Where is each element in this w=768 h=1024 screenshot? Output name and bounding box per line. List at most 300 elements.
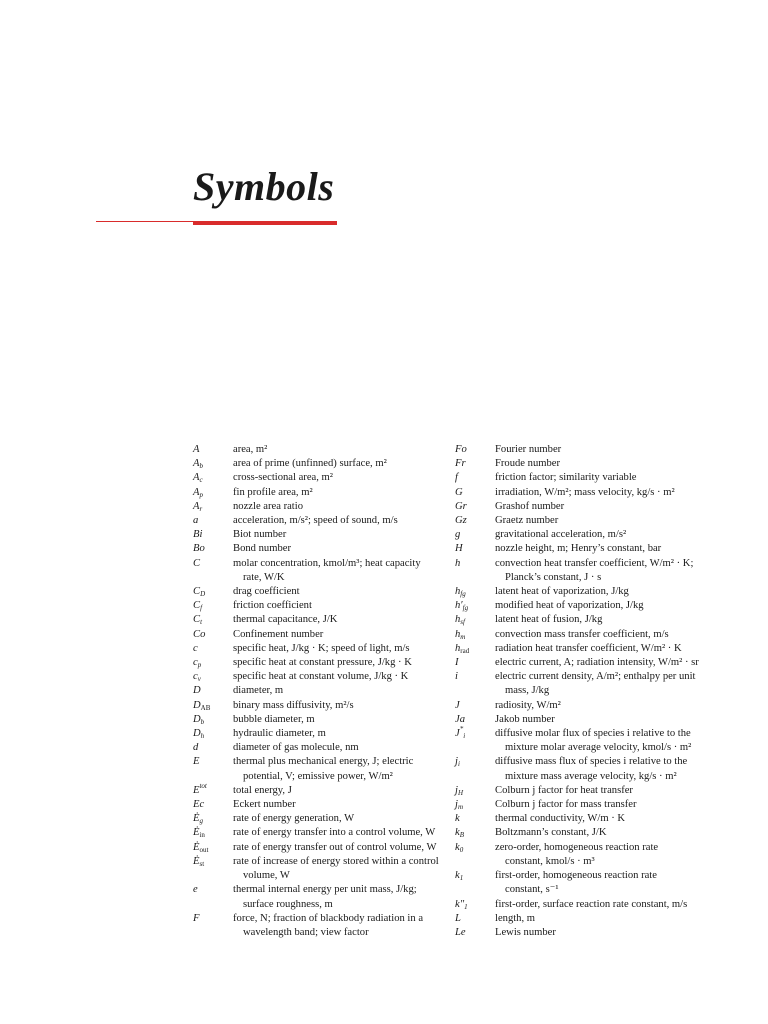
symbol	[455, 514, 495, 528]
symbol-base: f	[455, 472, 458, 484]
description-line: friction coefficient	[233, 600, 312, 612]
symbol-description	[495, 784, 715, 798]
symbol-entry	[193, 613, 453, 627]
symbol-entry	[455, 457, 715, 471]
description-line: diffusive molar flux of species i relative to the	[495, 728, 691, 740]
symbol-base: Ė	[193, 855, 200, 867]
symbol	[455, 642, 495, 656]
symbol-description	[233, 812, 453, 826]
description-line: total energy, J	[233, 784, 292, 796]
symbol	[455, 585, 495, 599]
symbol-entry	[193, 727, 453, 741]
symbol-subscript: 1	[459, 874, 464, 883]
symbol-description	[233, 699, 453, 713]
symbol-base: E	[193, 756, 200, 768]
symbol-entry	[455, 869, 715, 897]
symbol-description	[495, 926, 715, 940]
symbol	[193, 670, 233, 684]
symbol	[455, 926, 495, 940]
symbol-description	[495, 869, 715, 897]
symbol-description	[233, 557, 453, 585]
symbol-base: A	[193, 500, 200, 512]
description-line: thermal conductivity, W/m · K	[495, 813, 626, 825]
symbol-entry	[455, 656, 715, 670]
description-line: radiation heat transfer coefficient, W/m² · K	[495, 642, 682, 654]
symbol-base: E	[193, 784, 200, 796]
symbol-entry	[455, 784, 715, 798]
description-line: specific heat at constant pressure, J/kg · K	[233, 657, 412, 669]
symbol-entry	[455, 585, 715, 599]
description-line: cross-sectional area, m²	[233, 472, 333, 484]
symbol-subscript: g	[199, 817, 203, 826]
symbols-column-right	[455, 443, 715, 940]
symbol-subscript: h	[200, 732, 205, 741]
description-line: electric current density, A/m²; enthalpy per unit	[495, 671, 696, 683]
symbol-description	[233, 855, 453, 883]
description-line: binary mass diffusivity, m²/s	[233, 699, 354, 711]
description-continuation: mixture mass average velocity, kg/s · m²	[505, 770, 677, 782]
symbol-entry	[455, 642, 715, 656]
description-line: Colburn j factor for heat transfer	[495, 784, 633, 796]
symbol	[193, 528, 233, 542]
symbol-description	[495, 812, 715, 826]
symbol-base: A	[193, 486, 200, 498]
symbol-entry	[455, 826, 715, 840]
symbol-entry	[455, 528, 715, 542]
symbol	[193, 912, 233, 940]
symbol-subscript: 1	[464, 902, 468, 911]
symbol-base: A	[193, 458, 200, 470]
symbol	[193, 486, 233, 500]
symbol-base: Ė	[193, 827, 200, 839]
symbol-entry	[193, 471, 453, 485]
symbol-description	[495, 628, 715, 642]
symbol	[193, 628, 233, 642]
symbol-entry	[193, 500, 453, 514]
symbol-description	[233, 457, 453, 471]
symbol-entry	[455, 471, 715, 485]
symbol	[455, 670, 495, 698]
symbol	[455, 500, 495, 514]
symbol-description	[495, 528, 715, 542]
symbol-base: c	[193, 671, 198, 683]
symbol	[455, 656, 495, 670]
symbol-description	[233, 713, 453, 727]
symbol-subscript: H	[457, 788, 464, 797]
description-line: convection heat transfer coefficient, W/m² · K;	[495, 557, 694, 569]
symbol-base: Fo	[455, 444, 467, 455]
symbol-entry	[193, 699, 453, 713]
symbol-entry	[455, 670, 715, 698]
symbol-base: Co	[193, 628, 206, 640]
symbol-base: Ė	[193, 841, 200, 853]
symbol-base: D	[193, 685, 201, 697]
symbol-superscript: tot	[199, 781, 207, 790]
symbol	[193, 642, 233, 656]
symbol-subscript: in	[199, 831, 205, 840]
symbol-description	[495, 755, 715, 783]
description-continuation: potential, V; emissive power, W/m²	[243, 770, 393, 782]
symbol-base: Bo	[193, 543, 205, 555]
symbol-base: Gz	[455, 515, 467, 527]
symbol-description	[495, 713, 715, 727]
description-continuation: Planck’s constant, J · s	[505, 571, 602, 583]
symbol	[455, 628, 495, 642]
symbol-subscript: p	[197, 661, 202, 670]
symbol-base: c	[193, 657, 198, 669]
symbol-base: D	[193, 728, 201, 740]
symbol-base: h	[455, 586, 461, 598]
symbol-description	[233, 599, 453, 613]
symbol-description	[233, 755, 453, 783]
description-line: area, m²	[233, 444, 268, 455]
description-line: convection mass transfer coefficient, m/s	[495, 628, 669, 640]
symbol-subscript: 0	[459, 845, 464, 854]
symbol-description	[495, 898, 715, 912]
symbol-subscript: B	[459, 831, 464, 840]
symbol-entry	[455, 841, 715, 869]
description-line: bubble diameter, m	[233, 713, 315, 725]
symbol-description	[233, 628, 453, 642]
symbol-base: Ė	[193, 813, 200, 825]
description-line: specific heat at constant volume, J/kg · K	[233, 671, 409, 683]
symbol-subscript: out	[199, 845, 209, 854]
symbol-subscript: r	[199, 504, 203, 513]
symbol-base: Gr	[455, 500, 467, 512]
symbol-entry	[455, 628, 715, 642]
symbol-entry	[455, 755, 715, 783]
description-line: force, N; fraction of blackbody radiation in a	[233, 912, 424, 924]
description-line: drag coefficient	[233, 586, 300, 598]
symbol-base: Ja	[455, 713, 465, 725]
symbol	[455, 457, 495, 471]
symbol-description	[495, 670, 715, 698]
symbol-base: a	[193, 515, 199, 527]
description-line: area of prime (unfinned) surface, m²	[233, 458, 387, 470]
symbol-entry	[193, 642, 453, 656]
symbol-base: h	[455, 642, 461, 654]
symbol	[455, 699, 495, 713]
symbol-entry	[455, 912, 715, 926]
description-line: rate of increase of energy stored within a control	[233, 855, 439, 867]
description-line: first-order, surface reaction rate constant, m/s	[495, 898, 688, 910]
symbol	[455, 869, 495, 897]
symbol-description	[233, 727, 453, 741]
symbol-entry	[193, 628, 453, 642]
description-line: rate of energy transfer out of control volume, W	[233, 841, 437, 853]
symbol-entry	[455, 443, 715, 457]
symbol	[193, 457, 233, 471]
symbol-description	[233, 656, 453, 670]
symbol-description	[233, 826, 453, 840]
symbol-entry	[193, 798, 453, 812]
symbol	[193, 812, 233, 826]
description-line: fin profile area, m²	[233, 486, 313, 498]
symbol	[193, 613, 233, 627]
symbol-entry	[455, 613, 715, 627]
symbol-base: J	[455, 728, 460, 740]
symbol-entry	[193, 514, 453, 528]
symbol-entry	[193, 826, 453, 840]
description-line: electric current, A; radiation intensity, W/m² · sr	[495, 657, 699, 669]
symbol-description	[495, 642, 715, 656]
description-line: Fourier number	[495, 444, 562, 455]
symbol	[455, 798, 495, 812]
symbol-description	[495, 826, 715, 840]
symbol-description	[233, 500, 453, 514]
symbol-base: i	[455, 671, 458, 683]
symbol-base: J	[455, 699, 460, 711]
symbol-subscript: sf	[460, 618, 465, 627]
symbol-base: I	[455, 657, 459, 669]
symbol	[455, 528, 495, 542]
symbol-entry	[455, 898, 715, 912]
description-line: first-order, homogeneous reaction rate	[495, 870, 657, 882]
symbol-base: c	[193, 642, 198, 654]
symbol-description	[233, 514, 453, 528]
symbol-subscript: D	[200, 590, 206, 599]
description-line: thermal plus mechanical energy, J; electric	[233, 756, 414, 768]
symbol-description	[495, 514, 715, 528]
description-line: latent heat of vaporization, J/kg	[495, 586, 629, 598]
symbol	[455, 755, 495, 783]
symbol-entry	[455, 557, 715, 585]
symbol-description	[495, 471, 715, 485]
symbol	[455, 826, 495, 840]
symbol-description	[233, 443, 453, 457]
symbol-entry	[193, 656, 453, 670]
symbol-entry	[193, 443, 453, 457]
description-line: irradiation, W/m²; mass velocity, kg/s · m²	[495, 486, 675, 498]
symbol-base: L	[455, 912, 461, 924]
symbol-description	[495, 798, 715, 812]
description-line: Eckert number	[233, 799, 296, 811]
symbol-subscript: f	[200, 604, 203, 613]
symbol	[193, 841, 233, 855]
symbol-description	[495, 542, 715, 556]
symbol-entry	[193, 912, 453, 940]
symbol-entry	[193, 528, 453, 542]
symbol	[193, 755, 233, 783]
symbol	[193, 741, 233, 755]
symbol	[455, 557, 495, 585]
description-line: specific heat, J/kg · K; speed of light, m/s	[233, 642, 410, 654]
description-line: Boltzmann’s constant, J/K	[495, 827, 607, 839]
symbol-base: A	[193, 472, 200, 484]
symbol-base: d	[193, 742, 199, 754]
symbol-subscript: st	[199, 859, 205, 868]
symbol	[193, 781, 233, 798]
symbol	[455, 613, 495, 627]
symbol-description	[233, 642, 453, 656]
symbol-description	[233, 741, 453, 755]
description-line: nozzle height, m; Henry’s constant, bar	[495, 543, 662, 555]
symbol-entry	[455, 514, 715, 528]
symbol-base: H	[455, 543, 463, 555]
symbol-entry	[455, 542, 715, 556]
symbol-base: F	[193, 912, 200, 924]
symbol	[193, 684, 233, 698]
symbol-entry	[193, 781, 453, 798]
symbol	[193, 855, 233, 883]
symbol-entry	[455, 926, 715, 940]
symbol-description	[495, 841, 715, 869]
description-line: thermal capacitance, J/K	[233, 614, 338, 626]
symbol-entry	[455, 798, 715, 812]
symbol	[193, 557, 233, 585]
symbol-description	[233, 585, 453, 599]
symbol	[193, 514, 233, 528]
symbol-subscript: AB	[200, 703, 211, 712]
description-line: Grashof number	[495, 500, 565, 512]
description-line: friction factor; similarity variable	[495, 472, 637, 484]
description-line: zero-order, homogeneous reaction rate	[495, 841, 659, 853]
symbol	[193, 826, 233, 840]
symbol-superscript: *	[459, 725, 464, 734]
symbol-entry	[193, 741, 453, 755]
symbol-base: k	[455, 827, 460, 839]
symbol-description	[495, 727, 715, 755]
symbol	[193, 699, 233, 713]
symbol-entry	[455, 699, 715, 713]
description-line: diameter of gas molecule, nm	[233, 742, 359, 754]
description-line: Colburn j factor for mass transfer	[495, 799, 637, 811]
symbol-subscript: fg	[462, 604, 469, 613]
symbol-description	[495, 613, 715, 627]
description-line: Froude number	[495, 458, 561, 470]
symbol	[193, 883, 233, 911]
symbol-entry	[193, 557, 453, 585]
symbol-entry	[193, 855, 453, 883]
symbol-description	[233, 542, 453, 556]
symbol	[193, 798, 233, 812]
symbol-subscript: c	[199, 476, 203, 485]
title-rule-accent	[193, 221, 337, 225]
symbols-column-left	[193, 443, 453, 940]
symbol-subscript: p	[199, 490, 203, 499]
symbol-subscript: b	[199, 462, 203, 471]
symbol	[193, 727, 233, 741]
symbol	[455, 727, 495, 755]
description-line: Graetz number	[495, 515, 559, 527]
symbol-description	[233, 684, 453, 698]
symbol-base: k	[455, 870, 460, 882]
description-continuation: constant, kmol/s · m³	[505, 855, 595, 867]
description-line: Lewis number	[495, 926, 556, 938]
symbol-base: C	[193, 600, 201, 612]
symbol	[455, 471, 495, 485]
symbol-subscript: i	[457, 760, 460, 769]
symbol-entry	[193, 812, 453, 826]
symbol	[455, 784, 495, 798]
symbol	[193, 471, 233, 485]
description-line: hydraulic diameter, m	[233, 728, 326, 740]
description-line: modified heat of vaporization, J/kg	[495, 600, 644, 612]
symbol-entry	[455, 599, 715, 613]
symbol-description	[495, 656, 715, 670]
symbol-base: j	[455, 756, 458, 768]
symbol-base: D	[193, 699, 201, 711]
symbol-description	[233, 471, 453, 485]
symbol-entry	[455, 713, 715, 727]
symbol-subscript: m	[460, 632, 466, 641]
description-line: nozzle area ratio	[233, 500, 303, 512]
symbol-description	[233, 528, 453, 542]
symbol-description	[233, 670, 453, 684]
description-continuation: volume, W	[243, 870, 290, 882]
symbol-base: D	[193, 713, 201, 725]
symbol-description	[495, 599, 715, 613]
symbol-description	[495, 500, 715, 514]
description-line: acceleration, m/s²; speed of sound, m/s	[233, 515, 398, 527]
symbol-subscript: fg	[460, 590, 466, 599]
description-line: length, m	[495, 912, 536, 924]
description-continuation: rate, W/K	[243, 571, 285, 583]
symbol-base: k	[455, 813, 460, 825]
symbol-description	[495, 585, 715, 599]
symbol-base: C	[193, 586, 201, 598]
symbol-base: Le	[455, 926, 466, 938]
symbol-entry	[193, 599, 453, 613]
symbol-description	[233, 613, 453, 627]
symbol-entry	[193, 670, 453, 684]
symbol-base: g	[455, 529, 461, 541]
symbol-subscript: t	[200, 618, 203, 627]
symbol-entry	[193, 713, 453, 727]
symbol	[193, 656, 233, 670]
symbol-base: Ec	[193, 799, 205, 811]
symbol-entry	[455, 812, 715, 826]
symbol-description	[495, 912, 715, 926]
symbol	[193, 500, 233, 514]
symbol-base: h′	[455, 600, 463, 612]
symbol	[193, 585, 233, 599]
symbol-entry	[193, 684, 453, 698]
symbol	[455, 841, 495, 869]
description-line: radiosity, W/m²	[495, 699, 561, 711]
symbol-base: C	[193, 614, 201, 626]
symbol-description	[495, 699, 715, 713]
symbol	[455, 812, 495, 826]
symbol-entry	[455, 500, 715, 514]
symbol	[455, 912, 495, 926]
symbol-base: k″	[455, 898, 465, 910]
symbol-entry	[193, 486, 453, 500]
symbol-subscript: i	[463, 732, 466, 741]
symbol	[193, 599, 233, 613]
symbol-base: Fr	[455, 458, 466, 470]
symbol-entry	[193, 841, 453, 855]
description-line: Biot number	[233, 529, 287, 541]
description-continuation: mixture molar average velocity, kmol/s · m²	[505, 742, 692, 754]
description-line: Confinement number	[233, 628, 324, 640]
symbol	[455, 542, 495, 556]
symbol	[455, 599, 495, 613]
symbol	[193, 542, 233, 556]
description-line: molar concentration, kmol/m³; heat capacity	[233, 557, 421, 569]
symbol	[455, 898, 495, 912]
symbol-entry	[455, 486, 715, 500]
symbol	[193, 443, 233, 457]
symbol-description	[233, 883, 453, 911]
description-line: gravitational acceleration, m/s²	[495, 529, 627, 541]
description-line: latent heat of fusion, J/kg	[495, 614, 603, 626]
symbol-subscript: v	[197, 675, 201, 684]
description-continuation: surface roughness, m	[243, 898, 333, 910]
symbol-entry	[193, 883, 453, 911]
symbol-base: A	[193, 444, 200, 455]
symbol-description	[233, 912, 453, 940]
